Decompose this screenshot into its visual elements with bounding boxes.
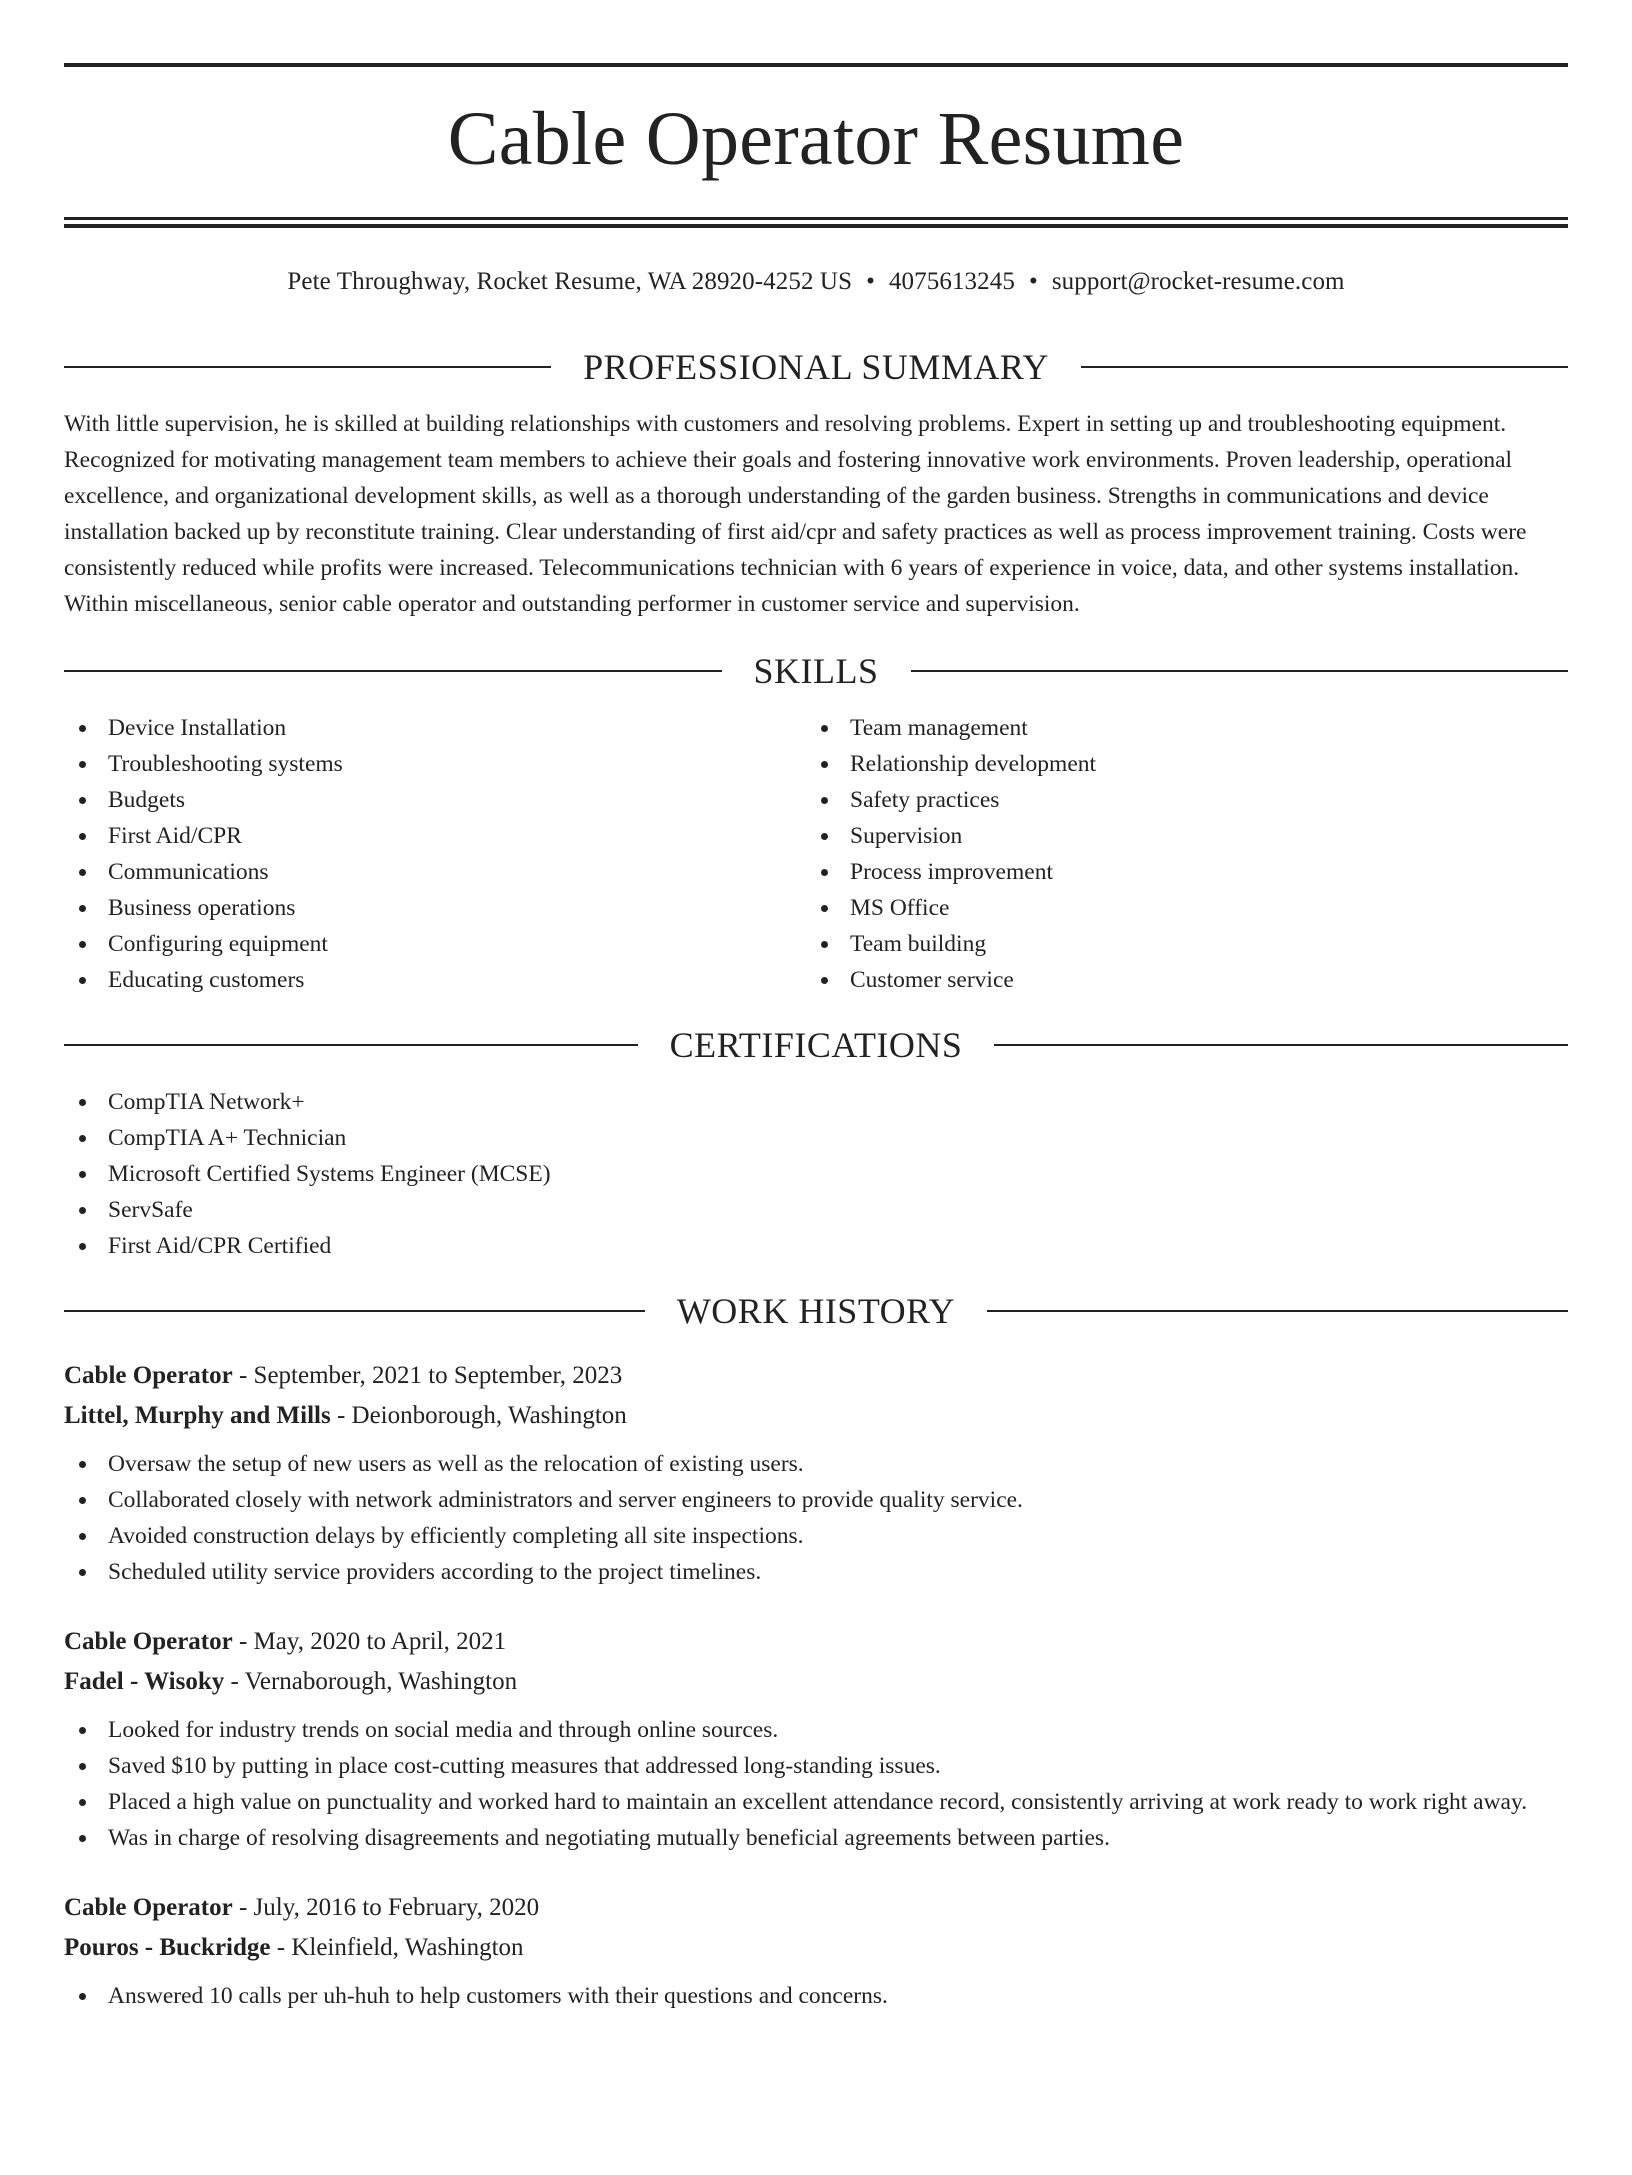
certifications-heading-label: CERTIFICATIONS xyxy=(669,1025,963,1065)
heading-rule-right xyxy=(987,1310,1568,1312)
job-title: Cable Operator xyxy=(64,1894,233,1921)
contact-separator: • xyxy=(866,268,875,295)
certification-item: ServSafe xyxy=(64,1192,1568,1228)
heading-rule-left xyxy=(64,366,551,368)
job-title: Cable Operator xyxy=(64,1362,233,1389)
skill-item: MS Office xyxy=(806,890,1548,926)
job-company: Pouros - Buckridge xyxy=(64,1934,271,1961)
contact-phone: 4075613245 xyxy=(888,268,1015,295)
top-rule xyxy=(64,63,1568,67)
skills-list-right xyxy=(806,710,1548,998)
job-title-line xyxy=(64,1888,1568,1928)
work-history-heading-label: WORK HISTORY xyxy=(676,1291,956,1331)
certification-item: CompTIA Network+ xyxy=(64,1084,1568,1120)
summary-heading-label: PROFESSIONAL SUMMARY xyxy=(583,347,1049,387)
job-company-line xyxy=(64,1662,1568,1702)
job-company: Littel, Murphy and Mills xyxy=(64,1402,331,1429)
heading-rule-left xyxy=(64,670,722,672)
job-entry xyxy=(64,1622,1568,1856)
certification-item: Microsoft Certified Systems Engineer (MCSE) xyxy=(64,1156,1568,1192)
job-company-line xyxy=(64,1928,1568,1968)
skill-item: Configuring equipment xyxy=(64,926,806,962)
job-bullet: Scheduled utility service providers according to the project timelines. xyxy=(64,1554,1568,1590)
job-bullet: Avoided construction delays by efficiently completing all site inspections. xyxy=(64,1518,1568,1554)
job-entry xyxy=(64,1356,1568,1590)
skill-item: Team building xyxy=(806,926,1548,962)
skills-heading xyxy=(64,646,1568,696)
skill-item: Customer service xyxy=(806,962,1548,998)
skill-item: Safety practices xyxy=(806,782,1548,818)
job-title: Cable Operator xyxy=(64,1628,233,1655)
skill-item: First Aid/CPR xyxy=(64,818,806,854)
job-bullets xyxy=(64,1712,1568,1856)
job-dates: - September, 2021 to September, 2023 xyxy=(232,1362,623,1389)
work-history-list xyxy=(64,1356,1568,2014)
job-company-line xyxy=(64,1396,1568,1436)
work-history-heading xyxy=(64,1286,1568,1336)
skill-item: Device Installation xyxy=(64,710,806,746)
job-dates: - May, 2020 to April, 2021 xyxy=(232,1628,507,1655)
job-dates: - July, 2016 to February, 2020 xyxy=(232,1894,540,1921)
skill-item: Communications xyxy=(64,854,806,890)
job-company: Fadel - Wisoky xyxy=(64,1668,225,1695)
heading-rule-right xyxy=(994,1044,1568,1046)
job-entry xyxy=(64,1888,1568,2014)
heading-rule-right xyxy=(911,670,1569,672)
job-bullet: Oversaw the setup of new users as well as the relocation of existing users. xyxy=(64,1446,1568,1482)
certification-item: First Aid/CPR Certified xyxy=(64,1228,1568,1264)
job-bullet: Collaborated closely with network administrators and server engineers to provide quality service. xyxy=(64,1482,1568,1518)
contact-address: Pete Throughway, Rocket Resume, WA 28920-4252 US xyxy=(287,268,853,295)
skills-columns xyxy=(64,710,1568,998)
heading-rule-left xyxy=(64,1044,638,1046)
certifications-list xyxy=(64,1084,1568,1264)
skill-item: Team management xyxy=(806,710,1548,746)
summary-heading xyxy=(64,342,1568,392)
title-double-rule xyxy=(64,217,1568,228)
skills-list-left xyxy=(64,710,806,998)
job-location: - Deionborough, Washington xyxy=(330,1402,627,1429)
job-location: - Kleinfield, Washington xyxy=(270,1934,524,1961)
skill-item: Relationship development xyxy=(806,746,1548,782)
job-bullets xyxy=(64,1446,1568,1590)
skill-item: Educating customers xyxy=(64,962,806,998)
resume-page xyxy=(0,63,1632,2175)
skill-item: Process improvement xyxy=(806,854,1548,890)
skill-item: Supervision xyxy=(806,818,1548,854)
job-bullet: Looked for industry trends on social media and through online sources. xyxy=(64,1712,1568,1748)
skills-heading-label: SKILLS xyxy=(753,651,879,691)
certifications-heading xyxy=(64,1020,1568,1070)
contact-email: support@rocket-resume.com xyxy=(1051,268,1345,295)
contact-separator: • xyxy=(1028,268,1038,295)
resume-title: Cable Operator Resume xyxy=(447,97,1185,181)
heading-rule-left xyxy=(64,1310,645,1312)
skill-item: Troubleshooting systems xyxy=(64,746,806,782)
job-bullet: Was in charge of resolving disagreements and negotiating mutually beneficial agreements between parties. xyxy=(64,1820,1568,1856)
job-bullet: Saved $10 by putting in place cost-cutting measures that addressed long-standing issues. xyxy=(64,1748,1568,1784)
certification-item: CompTIA A+ Technician xyxy=(64,1120,1568,1156)
job-bullet: Answered 10 calls per uh-huh to help customers with their questions and concerns. xyxy=(64,1978,1568,2014)
summary-text: With little supervision, he is skilled at building relationships with customers and resolving problems. Expert in setting up and troubleshooting equipment. Recognized for motivating management team members to achieve their goals and fostering innovative work environments. Proven leadership, operational excellence, and organizational development skills, as well as a thorough understanding of the garden business. Strengths in communications and device installation backed up by reconstitute training. Clear understanding of first aid/cpr and safety practices as well as process improvement training. Costs were consistently reduced while profits were increased. Telecommunications technician with 6 years of experience in voice, data, and other systems installation. Within miscellaneous, senior cable operator and outstanding performer in customer service and supervision. xyxy=(64,411,1527,617)
skill-item: Business operations xyxy=(64,890,806,926)
job-bullet: Placed a high value on punctuality and worked hard to maintain an excellent attendance record, consistently arriving at work ready to work right away. xyxy=(64,1784,1568,1820)
job-location: - Vernaborough, Washington xyxy=(224,1668,518,1695)
job-title-line xyxy=(64,1622,1568,1662)
job-bullets xyxy=(64,1978,1568,2014)
heading-rule-right xyxy=(1081,366,1568,368)
contact-line xyxy=(64,265,1568,299)
skill-item: Budgets xyxy=(64,782,806,818)
job-title-line xyxy=(64,1356,1568,1396)
